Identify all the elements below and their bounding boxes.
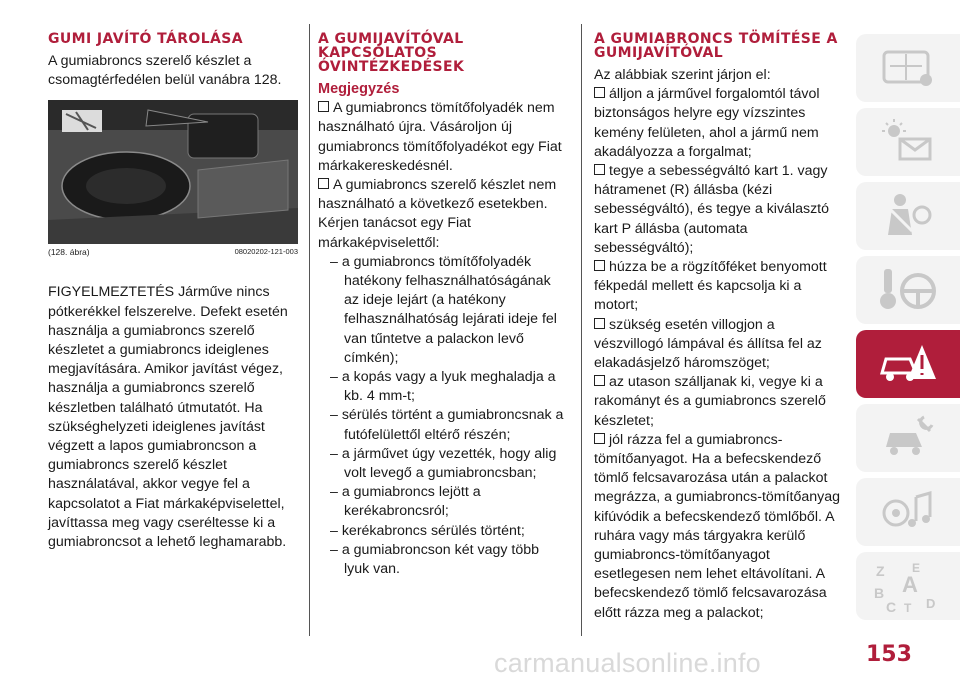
list-item: – sérülés történt a gumiabroncsnak a futófelülettől eltérő részén;: [330, 407, 564, 443]
list-item: – a járművet úgy vezették, hogy alig volt levegő a gumiabroncsban;: [330, 445, 557, 482]
svg-text:A: A: [902, 572, 918, 597]
list-item: – kerékabroncs sérülés történt;: [330, 522, 525, 539]
section-heading-precautions: A GUMIJAVÍTÓVAL KAPCSOLATOS ÓVINTÉZKEDÉSEK: [318, 31, 465, 75]
list-item: – a gumiabroncson két vagy több lyuk van.: [330, 541, 540, 578]
figure-code: 08020202-121-003: [234, 247, 298, 257]
key-steering-wheel-icon: [876, 265, 940, 315]
column-sealing: [594, 32, 846, 623]
tab-starting-driving[interactable]: [856, 256, 960, 324]
step-5: az utason szálljanak ki, vegye ki a rakományt és a gumiabroncs szerelő készletet;: [594, 374, 826, 429]
trunk-figure: [48, 100, 298, 244]
bullet-box-icon: [594, 318, 605, 329]
step-2: tegye a sebességváltó kart 1. vagy hátramenet (R) állásba (kézi sebességváltó), és tegye a kiválasztó kart P állásba (automata sebességváltó);: [594, 163, 830, 256]
bullet-box-icon: [318, 178, 329, 189]
tab-multimedia[interactable]: [856, 478, 960, 546]
column-precautions: [318, 32, 568, 579]
column-divider: [581, 24, 582, 636]
bullet-box-icon: [594, 375, 605, 386]
warning-text: FIGYELMEZTETÉS Járműve nincs pótkerékkel felszerelve. Defekt esetén használja a gumiabroncs szerelő készletet a gumiabroncs ideiglenes megjavítására. Amikor javítást végez, használja a gumiabroncs szerelő készletben található útmutatót. Ha szükséghelyzeti ideiglenes javítást végzett a lapos gumiabroncson a gumiabroncs szerelő készlet használatával, akkor vegye fel a kapcsolatot a Fiat márkaképviselettel, javíttassa meg vagy cseréltesse ki a gumiabroncsot a lehető leghamarabb.: [48, 284, 288, 551]
step-4: szükség esetén villogjon a vészvillogó lámpával és állítsa fel az elakadásjelző háromszöget;: [594, 316, 822, 372]
tab-warning-lights[interactable]: [856, 108, 960, 176]
sealing-intro: Az alábbiak szerint járjon el:: [594, 67, 771, 83]
list-item: – a kopás vagy a lyuk meghaladja a kb. 4 mm-t;: [330, 369, 556, 405]
bullet-box-icon: [594, 260, 605, 271]
tab-emergency[interactable]: [856, 330, 960, 398]
svg-text:T: T: [904, 601, 912, 615]
svg-text:E: E: [912, 561, 921, 575]
warning-lights-icon: [878, 117, 938, 167]
bullet-box-icon: [594, 164, 605, 175]
watermark: carmanualsonline.info: [494, 648, 761, 678]
list-item: – a gumiabroncs lejött a kerékabroncsról;: [330, 484, 481, 520]
svg-text:B: B: [874, 585, 885, 601]
svg-text:D: D: [926, 596, 936, 611]
car-emergency-icon: [876, 339, 940, 389]
car-dashboard-icon: [878, 46, 938, 90]
column-storage: [48, 32, 298, 552]
figure-caption: [48, 247, 298, 257]
column-divider: [309, 24, 310, 636]
bullet-box-icon: [594, 87, 605, 98]
tab-safety[interactable]: [856, 182, 960, 250]
svg-text:C: C: [886, 599, 897, 615]
tab-dashboard[interactable]: [856, 34, 960, 102]
svg-text:Z: Z: [876, 563, 885, 579]
trunk-illustration: [48, 100, 298, 244]
bullet-box-icon: [594, 433, 605, 444]
step-3: húzza be a rögzítőféket benyomott fékpedál mellett és kapcsolja ki a motort;: [594, 259, 827, 314]
section-heading-storage: GUMI JAVÍTÓ TÁROLÁSA: [48, 31, 243, 47]
wrench-car-icon: [878, 413, 938, 463]
index-letters-icon: [868, 556, 948, 616]
bullet-box-icon: [318, 101, 329, 112]
step-1: álljon a járművel forgalomtól távol biztonságos helyre egy vízszintes kemény felületen, ahol a jármű nem akadályozza a forgalmat;: [594, 86, 820, 160]
tab-index[interactable]: [856, 552, 960, 620]
multimedia-icon: [878, 487, 938, 537]
condition-list: [330, 253, 568, 579]
note-2: A gumiabroncs szerelő készlet nem használható a következő esetekben. Kérjen tanácsot egy Fiat márkaképviselettől:: [318, 177, 557, 251]
list-item: – a gumiabroncs tömítőfolyadék hatékony felhasználhatóságának az ideje lejárt (a hatékony felhasználhatóság lejárati ideje fel van tűntetve a palackon levő címkén);: [330, 253, 557, 366]
note-1: A gumiabroncs tömítőfolyadék nem használható újra. Vásároljon új gumiabroncs tömítőfolyadékot egy Fiat márkakereskedésnél.: [318, 100, 562, 174]
section-heading-sealing: A GUMIABRONCS TÖMÍTÉSE A GUMIJAVÍTÓVAL: [594, 31, 838, 61]
figure-label: (128. ábra): [48, 247, 90, 258]
step-6: jól rázza fel a gumiabroncs-tömítőanyagot. Ha a befecskendező tömlő felcsavarozása után a palackot megrázza, a gumiabroncs-tömítőanyag kifúvódik a befecskendező tömlőből. A ruhára vagy más tárgyakra kerülő gumiabroncs-tömítőanyagot esetlegesen nem lehet eltávolítani. A befecskendező tömlő felcsavarozása előtt rázza meg a palackot;: [594, 431, 841, 621]
tab-maintenance[interactable]: [856, 404, 960, 472]
seatbelt-airbag-icon: [878, 191, 938, 241]
page-number: 153: [866, 642, 912, 667]
note-subheading: Megjegyzés: [318, 81, 400, 97]
storage-intro: A gumiabroncs szerelő készlet a csomagtérfedélen belül vanábra 128.: [48, 53, 282, 89]
chapter-sidebar: [856, 34, 960, 634]
